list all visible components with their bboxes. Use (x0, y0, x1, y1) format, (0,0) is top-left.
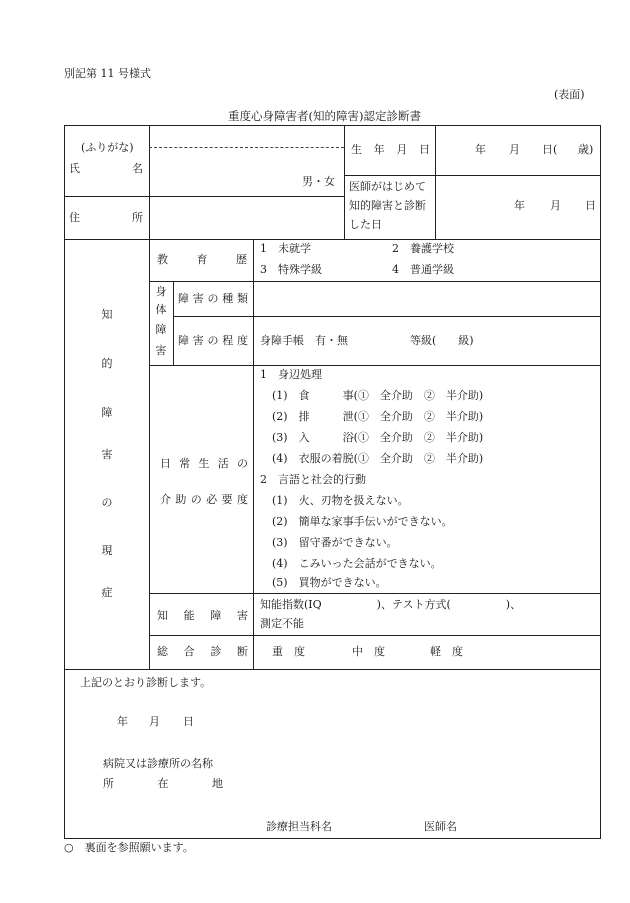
unmeasurable-field[interactable]: 測定不能 (260, 617, 304, 630)
physical-label-4: 害 (155, 344, 167, 357)
first-diagnosis-year-field[interactable]: 年 (514, 199, 525, 212)
overall-option-severe[interactable]: 重 度 (272, 645, 305, 658)
daily-life-item[interactable]: (3) 留守番ができない。 (272, 536, 398, 549)
name-label: 氏 名 (69, 162, 143, 175)
daily-life-item[interactable]: (5) 買物ができない。 (272, 576, 387, 589)
certification-year-field[interactable]: 年 (117, 715, 128, 728)
daily-life-heading-2: 2 言語と社会的行動 (260, 473, 366, 486)
education-option-2[interactable]: 2 養護学校 (392, 242, 454, 255)
condition-label-3: 障 (101, 406, 113, 419)
daily-life-item[interactable]: (3) 入 浴(① 全介助 ② 半介助) (272, 431, 484, 444)
daily-life-item[interactable]: (4) 衣服の着脱(① 全介助 ② 半介助) (272, 452, 484, 465)
form-title: 重度心身障害者(知的障害)認定診断書 (228, 109, 421, 123)
disability-degree-label: 障 害 の 程 度 (178, 334, 248, 347)
form-number: 別記第 11 号様式 (64, 67, 151, 80)
birth-month-field[interactable]: 月 (509, 143, 520, 156)
education-option-3[interactable]: 3 特殊学級 (260, 263, 322, 276)
birth-year-field[interactable]: 年 (475, 143, 486, 156)
birth-day-field[interactable]: 日( (542, 143, 558, 156)
certification-day-field[interactable]: 日 (183, 715, 194, 728)
birth-date-label: 生 年 月 日 (351, 143, 430, 156)
condition-label-2: 的 (101, 357, 113, 370)
hospital-address-label: 所 在 地 (103, 777, 223, 790)
daily-life-heading-1: 1 身辺処理 (260, 368, 322, 381)
gender-field[interactable]: 男・女 (302, 175, 335, 188)
condition-label-7: 症 (101, 586, 113, 599)
condition-label-1: 知 (101, 308, 113, 321)
education-option-1[interactable]: 1 未就学 (260, 242, 311, 255)
first-diagnosis-label-1: 医師がはじめて (349, 180, 426, 193)
iq-field[interactable]: 知能指数(IQ )、テスト方式( )、 (260, 598, 522, 611)
daily-life-item[interactable]: (1) 食 事(① 全介助 ② 半介助) (272, 389, 484, 402)
overall-diagnosis-label: 総 合 診 断 (157, 645, 248, 658)
condition-label-5: の (101, 496, 113, 509)
first-diagnosis-label-3: した日 (349, 218, 382, 231)
daily-life-item[interactable]: (2) 簡単な家事手伝いができない。 (272, 515, 453, 528)
disability-handbook-field[interactable]: 身障手帳 有・無 (260, 334, 348, 347)
address-label: 住 所 (69, 211, 143, 224)
disability-type-label: 障 害 の 種 類 (178, 292, 248, 305)
first-diagnosis-day-field[interactable]: 日 (585, 199, 596, 212)
intellectual-disability-label: 知 能 障 害 (157, 609, 248, 622)
physical-label-1: 身 (155, 285, 167, 298)
footnote: ○ 裏面を参照願います。 (64, 841, 194, 854)
condition-label-6: 現 (101, 544, 113, 557)
doctor-name-label: 医師名 (424, 820, 457, 833)
daily-life-label-2: 介 助 の 必 要 度 (160, 493, 248, 506)
daily-life-item[interactable]: (1) 火、刃物を扱えない。 (272, 494, 409, 507)
department-label: 診療担当科名 (266, 820, 332, 833)
age-field[interactable]: 歳) (578, 143, 594, 156)
daily-life-item[interactable]: (4) こみいった会話ができない。 (272, 557, 442, 570)
physical-label-3: 障 (155, 323, 167, 336)
certification-month-field[interactable]: 月 (149, 715, 160, 728)
physical-label-2: 体 (155, 303, 167, 316)
education-option-4[interactable]: 4 普通学級 (392, 263, 454, 276)
overall-option-mild[interactable]: 軽 度 (430, 645, 463, 658)
side-label: (表面) (554, 88, 585, 101)
education-label: 教 育 歴 (157, 253, 247, 266)
overall-option-moderate[interactable]: 中 度 (352, 645, 385, 658)
condition-label-4: 害 (101, 448, 113, 461)
first-diagnosis-month-field[interactable]: 月 (550, 199, 561, 212)
first-diagnosis-label-2: 知的障害と診断 (349, 199, 426, 212)
disability-grade-field[interactable]: 等級( 級) (410, 334, 474, 347)
certification-statement: 上記のとおり診断します。 (80, 676, 212, 689)
hospital-name-label: 病院又は診療所の名称 (103, 757, 213, 770)
daily-life-label-1: 日 常 生 活 の (160, 457, 248, 470)
furigana-label: (ふりがな) (81, 141, 134, 154)
daily-life-item[interactable]: (2) 排 泄(① 全介助 ② 半介助) (272, 410, 484, 423)
